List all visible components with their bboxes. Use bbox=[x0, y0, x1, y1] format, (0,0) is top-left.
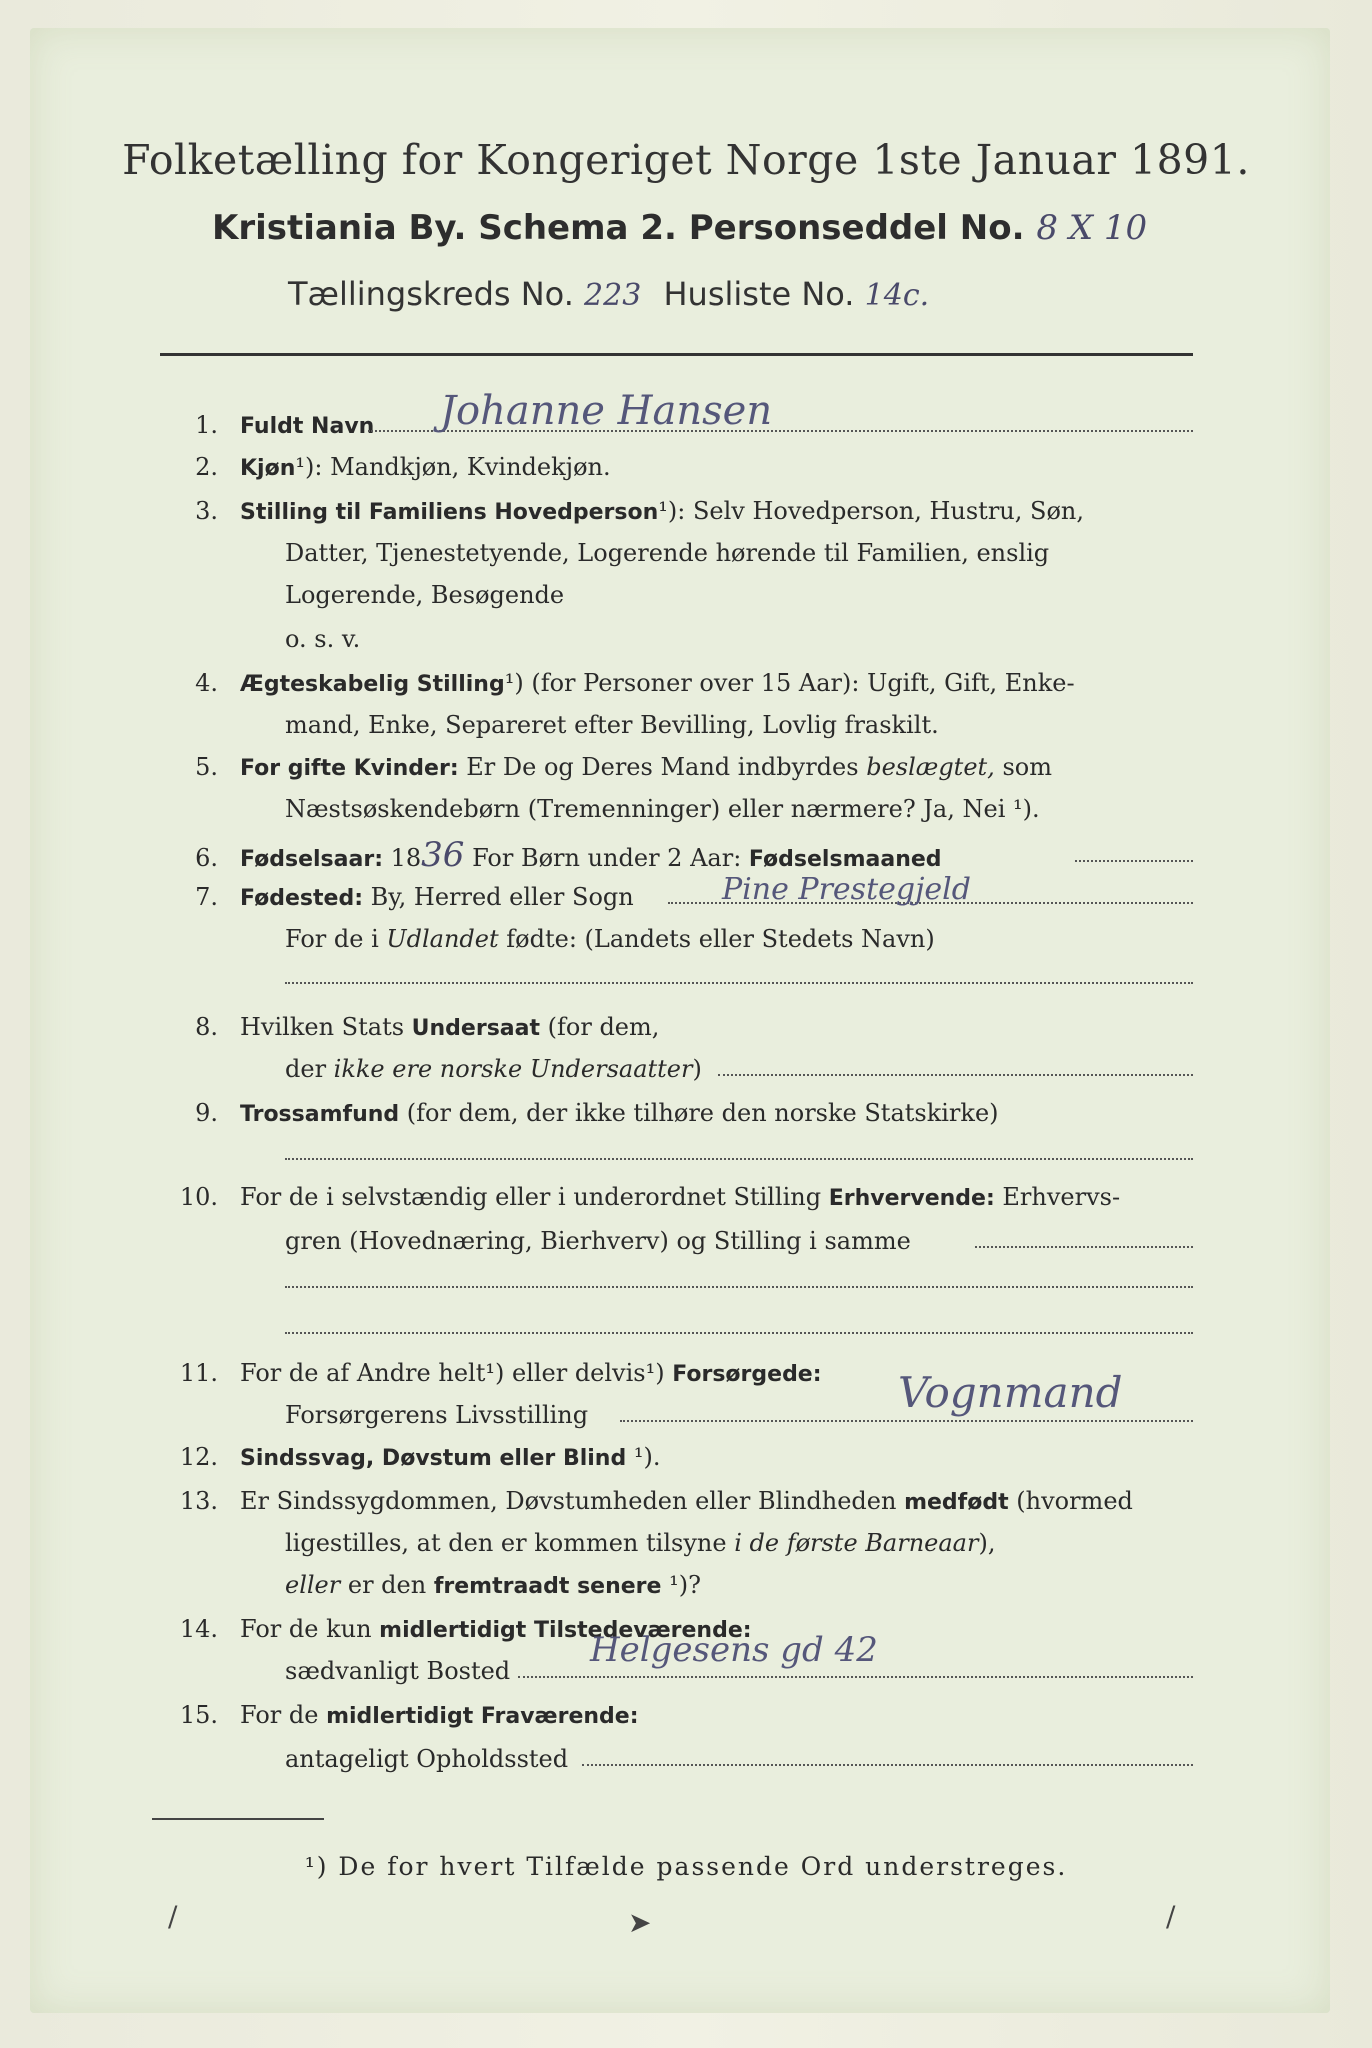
item-15: 15. For de midlertidigt Fraværende: bbox=[179, 1701, 639, 1729]
footnote: ¹) De for hvert Tilfælde passende Ord understreges. bbox=[304, 1852, 1068, 1881]
item-10-answer-line-2 bbox=[285, 1286, 1193, 1288]
item-14-answer: Helgesens gd 42 bbox=[590, 1630, 878, 1670]
personseddel-number: 8 X 10 bbox=[1036, 208, 1148, 248]
item-11-line2: Forsørgerens Livsstilling bbox=[285, 1401, 589, 1429]
item-10-line2: gren (Hovednæring, Bierhverv) og Stilling i samme bbox=[285, 1227, 911, 1255]
item-4: 4. Ægteskabelig Stilling¹) (for Personer over 15 Aar): Ugift, Gift, Enke- bbox=[195, 669, 1075, 697]
item-11-answer: Vognmand bbox=[898, 1368, 1123, 1417]
item-1-answer: Johanne Hansen bbox=[440, 388, 773, 434]
district-line bbox=[288, 275, 929, 313]
item-10-answer-line-1 bbox=[975, 1246, 1193, 1248]
item-1: 1. Fuldt Navn bbox=[195, 411, 375, 439]
item-9-answer-line bbox=[285, 1158, 1193, 1160]
item-14-line2: sædvanligt Bosted bbox=[285, 1657, 511, 1685]
taellingskreds-label: Tællingskreds No. bbox=[288, 275, 574, 313]
item-8: 8. Hvilken Stats Undersaat (for dem, bbox=[195, 1013, 660, 1041]
item-13-line2: ligestilles, at den er kommen tilsyne i de første Barneaar), bbox=[285, 1529, 996, 1557]
item-11-answer-line bbox=[620, 1420, 1193, 1422]
item-3-line3: Logerende, Besøgende bbox=[285, 581, 565, 609]
husliste-number: 14c. bbox=[864, 278, 930, 313]
item-1-label: Fuldt Navn bbox=[240, 414, 375, 439]
item-13-line3: eller er den fremtraadt senere ¹)? bbox=[285, 1571, 701, 1599]
item-15-line2: antageligt Opholdssted bbox=[285, 1745, 569, 1773]
item-2: 2. Kjøn¹): Mandkjøn, Kvindekjøn. bbox=[195, 453, 611, 481]
item-7-foreign-line bbox=[285, 982, 1193, 984]
item-4-line2: mand, Enke, Separeret efter Bevilling, Lovlig fraskilt. bbox=[285, 711, 939, 739]
form-title: Folketælling for Kongeriget Norge 1ste Januar 1891. bbox=[122, 136, 1250, 184]
item-5-line2: Næstsøskendebørn (Tremenninger) eller nærmere? Ja, Nei ¹). bbox=[285, 795, 1040, 823]
birth-year: 36 bbox=[421, 835, 465, 875]
schema-line: Kristiania By. Schema 2. Personseddel No. bbox=[212, 208, 1025, 248]
header-rule bbox=[160, 353, 1193, 356]
husliste-label: Husliste No. bbox=[663, 275, 855, 313]
item-10-answer-line-3 bbox=[285, 1332, 1193, 1334]
form-subtitle bbox=[212, 208, 1147, 248]
corner-mark-right: / bbox=[1166, 1900, 1176, 1933]
item-6-month-line bbox=[1075, 860, 1193, 862]
item-15-answer-line bbox=[582, 1764, 1193, 1766]
item-14: 14. For de kun midlertidigt Tilstedeværende: bbox=[179, 1615, 752, 1643]
item-9: 9. Trossamfund (for dem, der ikke tilhøre den norske Statskirke) bbox=[195, 1099, 999, 1127]
item-7-answer: Pine Prestegjeld bbox=[722, 872, 971, 907]
item-3: 3. Stilling til Familiens Hovedperson¹): Selv Hovedperson, Hustru, Søn, bbox=[195, 497, 1084, 525]
item-6: 6. Fødselsaar: 1836 For Børn under 2 Aar: Fødselsmaaned bbox=[195, 835, 942, 875]
item-3-line4: o. s. v. bbox=[285, 625, 361, 653]
item-7: 7. Fødested: By, Herred eller Sogn bbox=[195, 883, 634, 911]
item-14-answer-line bbox=[518, 1676, 1193, 1678]
item-7-line2: For de i Udlandet fødte: (Landets eller Stedets Navn) bbox=[285, 925, 935, 953]
corner-mark-left: / bbox=[168, 1900, 178, 1933]
footnote-rule bbox=[152, 1818, 324, 1820]
item-13: 13. Er Sindssygdommen, Døvstumheden eller Blindheden medfødt (hvormed bbox=[179, 1487, 1133, 1515]
item-12: 12. Sindssvag, Døvstum eller Blind ¹). bbox=[179, 1443, 661, 1471]
item-3-line2: Datter, Tjenestetyende, Logerende hørende til Familien, enslig bbox=[285, 539, 1050, 567]
taellingskreds-number: 223 bbox=[584, 278, 642, 313]
item-11: 11. For de af Andre helt¹) eller delvis¹) Forsørgede: bbox=[179, 1359, 822, 1387]
item-5: 5. For gifte Kvinder: Er De og Deres Mand indbyrdes beslægtet, som bbox=[195, 753, 1052, 781]
item-10: 10. For de i selvstændig eller i underordnet Stilling Erhvervende: Erhvervs- bbox=[179, 1183, 1121, 1211]
item-8-line2: der ikke ere norske Undersaatter) bbox=[285, 1055, 702, 1083]
center-arrow-mark: ➤ bbox=[628, 1906, 652, 1939]
item-8-answer-line bbox=[718, 1074, 1193, 1076]
